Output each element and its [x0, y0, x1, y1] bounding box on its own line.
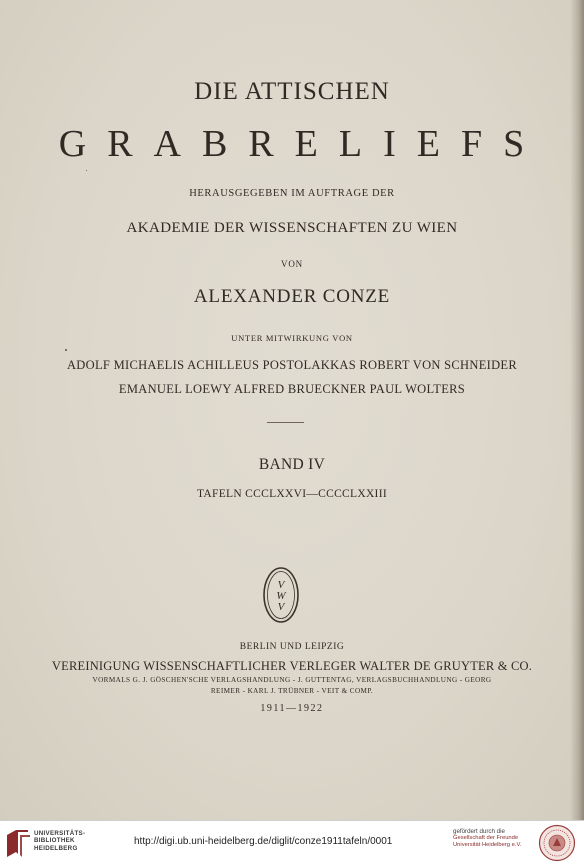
publisher-sub-line-2: REIMER - KARL J. TRÜBNER - VEIT & COMP. [210, 687, 374, 695]
collaborators-line-2: EMANUEL LOEWY ALFRED BRUECKNER PAUL WOLTERS [118, 382, 466, 396]
library-name: UNIVERSITÄTS- BIBLIOTHEK HEIDELBERG [34, 830, 86, 852]
volume-line: BAND IV [258, 456, 326, 473]
place-line: BERLIN UND LEIPZIG [239, 642, 345, 652]
von-line: VON [281, 259, 303, 269]
sponsor-credit: gefördert durch die Gesellschaft der Freunde Universität Heidelberg e.V. [453, 828, 522, 849]
author-line: ALEXANDER CONZE [193, 286, 391, 307]
commission-line: HERAUSGEGEBEN IM AUFTRAGE DER [189, 188, 395, 199]
university-seal-icon [538, 824, 576, 862]
collaborators-line-1: ADOLF MICHAELIS ACHILLEUS POSTOLAKKAS ROBERT VON SCHNEIDER [66, 358, 518, 372]
library-logo-icon[interactable] [4, 827, 32, 859]
publisher-sub-line-1: VORMALS G. J. GÖSCHEN'SCHE VERLAGSHANDLUNG - J. GUTTENTAG, VERLAGSBUCHHANDLUNG - GEORG [92, 676, 492, 684]
divider-rule [267, 422, 304, 423]
svg-text:V: V [277, 601, 285, 613]
viewer-footer [0, 820, 584, 864]
plates-line: TAFELN CCCLXXVI—CCCCLXXIII [197, 488, 387, 500]
publisher-line: VEREINIGUNG WISSENSCHAFTLICHER VERLEGER WALTER DE GRUYTER & CO. [51, 659, 533, 673]
svg-text:V: V [277, 579, 285, 591]
paper-speck [86, 170, 87, 171]
page-edge-shadow [570, 0, 584, 820]
svg-text:W: W [276, 590, 286, 602]
permalink-url[interactable]: http://digi.ub.uni-heidelberg.de/diglit/conze1911tafeln/0001 [134, 836, 393, 847]
publisher-logo-icon [261, 565, 301, 625]
title-line-1: DIE ATTISCHEN [194, 78, 390, 105]
collaboration-line: UNTER MITWIRKUNG VON [231, 333, 353, 343]
paper-speck [65, 349, 67, 351]
years-line: 1911—1922 [260, 703, 324, 714]
main-title: GRABRELIEFS [58, 123, 546, 165]
academy-line: AKADEMIE DER WISSENSCHAFTEN ZU WIEN [126, 220, 458, 236]
